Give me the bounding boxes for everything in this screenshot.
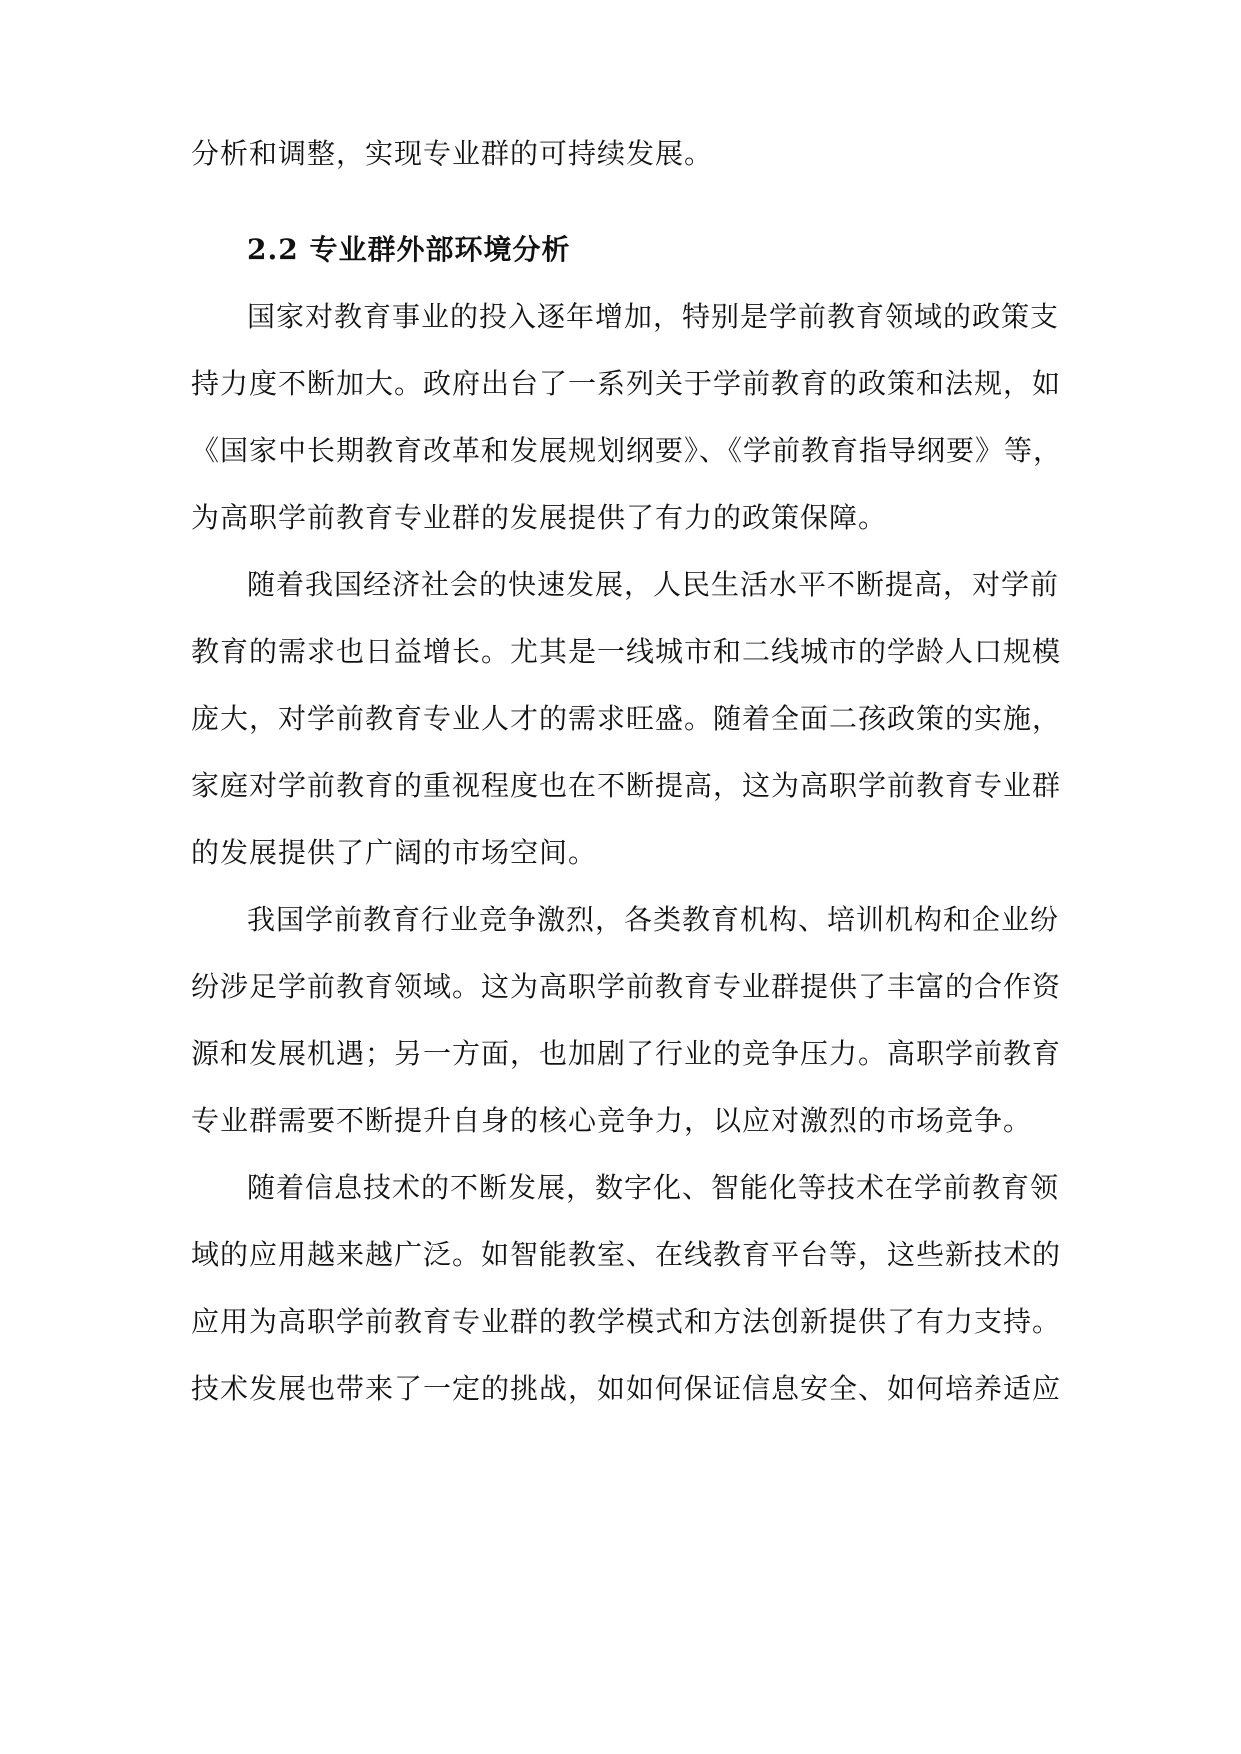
paragraph-line: 域的应用越来越广泛。如智能教室、在线教育平台等，这些新技术的: [191, 1238, 1062, 1271]
paragraph-line: 我国学前教育行业竞争激烈，各类教育机构、培训机构和企业纷: [247, 903, 1060, 936]
paragraph-line: 的发展提供了广阔的市场空间。: [191, 836, 598, 869]
section-heading: 2.2 专业群外部环境分析: [247, 233, 571, 266]
paragraph-line: 纷涉足学前教育领域。这为高职学前教育专业群提供了丰富的合作资: [191, 970, 1062, 1003]
paragraph-line: 《国家中长期教育改革和发展规划纲要》、《学前教育指导纲要》等，: [191, 434, 1063, 467]
paragraph-line: 教育的需求也日益增长。尤其是一线城市和二线城市的学龄人口规模: [191, 635, 1062, 668]
paragraph-line: 应用为高职学前教育专业群的教学模式和方法创新提供了有力支持。: [191, 1305, 1062, 1338]
paragraph-line: 专业群需要不断提升自身的核心竞争力，以应对激烈的市场竞争。: [191, 1104, 1033, 1137]
paragraph-line: 国家对教育事业的投入逐年增加，特别是学前教育领域的政策支: [247, 300, 1060, 333]
paragraph-line: 随着我国经济社会的快速发展，人民生活水平不断提高，对学前: [247, 568, 1060, 601]
paragraph-line: 技术发展也带来了一定的挑战，如如何保证信息安全、如何培养适应: [191, 1372, 1062, 1405]
intro-line: 分析和调整，实现专业群的可持续发展。: [191, 137, 714, 170]
paragraph-line: 随着信息技术的不断发展，数字化、智能化等技术在学前教育领: [247, 1171, 1060, 1204]
paragraph-line: 为高职学前教育专业群的发展提供了有力的政策保障。: [191, 501, 888, 534]
paragraph-line: 家庭对学前教育的重视程度也在不断提高，这为高职学前教育专业群: [191, 769, 1062, 802]
paragraph-line: 源和发展机遇；另一方面，也加剧了行业的竞争压力。高职学前教育: [191, 1037, 1062, 1070]
paragraph-line: 庞大，对学前教育专业人才的需求旺盛。随着全面二孩政策的实施，: [191, 702, 1062, 735]
paragraph-line: 持力度不断加大。政府出台了一系列关于学前教育的政策和法规，如: [191, 367, 1062, 400]
